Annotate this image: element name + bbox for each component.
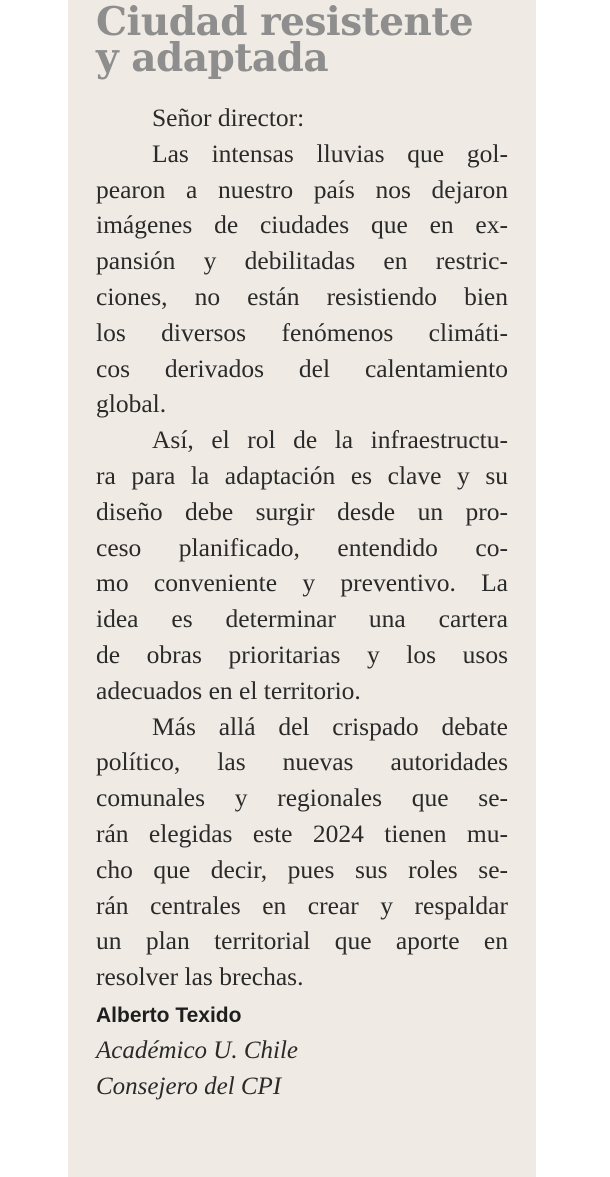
text-line: Más allá del crispado debate [152,711,508,741]
text-line: cho que decir, pues sus roles se- [96,854,508,884]
text-line: Las intensas lluvias que gol- [152,138,508,168]
salutation: Señor director: [152,103,305,132]
text-line: adecuados en el territorio. [96,675,361,705]
text-line: global. [96,389,167,419]
text-line: ra para la adaptación es clave y su [96,460,508,490]
author-role-secondary: Consejero del CPI [96,1072,282,1100]
text-line: idea es determinar una cartera [96,604,508,634]
newspaper-clipping [68,0,536,1177]
author-role: Académico U. Chile [96,1036,299,1064]
text-line: político, las nuevas autoridades [96,747,508,777]
paragraph-1 [96,136,508,422]
text-line: mo conveniente y preventivo. La [96,568,508,598]
paragraph-2 [96,422,508,708]
text-line: los diversos fenómenos climáti- [96,317,508,347]
text-line: pansión y debilitadas en restric- [96,246,508,276]
signature-block [96,999,508,1105]
text-line: imágenes de ciudades que en ex- [96,210,508,240]
text-line: ciones, no están resistiendo bien [96,281,508,311]
text-line: de obras prioritarias y los usos [96,639,508,669]
paragraph-3 [96,709,508,995]
headline [96,0,536,81]
text-line: rán centrales en crear y respaldar [96,890,508,920]
text-line: cos derivados del calentamiento [96,353,508,383]
letter-body [96,100,508,995]
text-line: Así, el rol de la infraestructu- [152,425,508,455]
author-name: Alberto Texido [96,1003,242,1027]
text-line: un plan territorial que aporte en [96,926,508,956]
text-line: resolver las brechas. [96,962,304,992]
text-line: rán elegidas este 2024 tienen mu- [96,818,508,848]
text-line: diseño debe surgir desde un pro- [96,496,508,526]
text-line: pearon a nuestro país nos dejaron [96,174,508,204]
text-line: ceso planificado, entendido co- [96,532,508,562]
headline-line-1: Ciudad resistente [96,0,474,45]
text-line: comunales y regionales que se- [96,783,508,813]
headline-line-2: y adaptada [96,35,329,81]
